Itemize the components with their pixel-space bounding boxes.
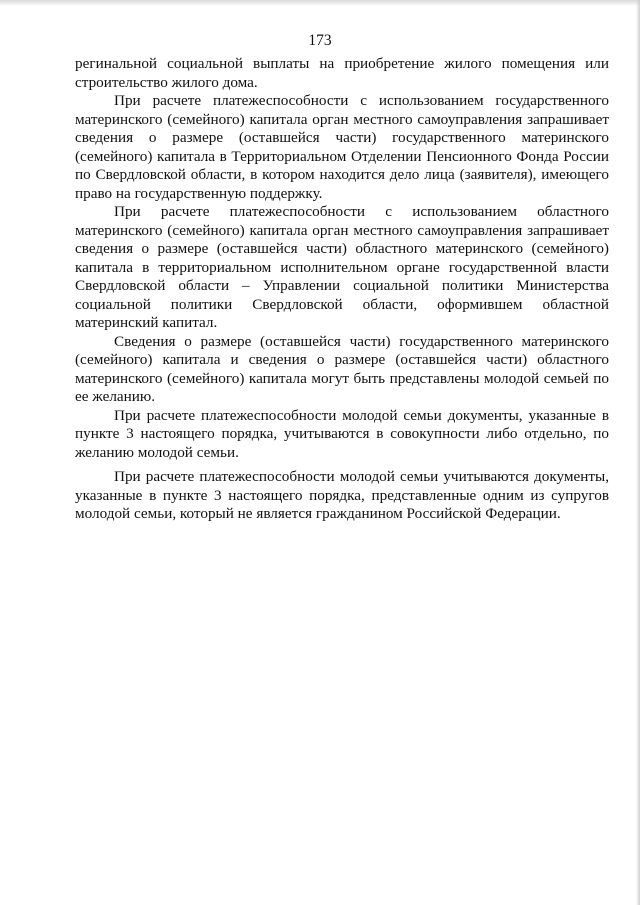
- paragraph-state-capital: При расчете платежеспособности с использованием государственного материнского (семейного) капитала орган местного самоуправления запрашивает сведения о размере (оставшейся части) государственного материнского (семейного) капитала в Территориальном Отделении Пенсионного Фонда России по Свердловской области, в котором находится дело лица (заявителя), имеющего право на государственную поддержку.: [75, 92, 609, 202]
- paragraph-capital-info: Сведения о размере (оставшейся части) государственного материнского (семейного) капитала и сведения о размере (оставшейся части) областного материнского (семейного) капитала могут быть представлены молодой семьей по ее желанию.: [75, 332, 609, 405]
- scan-right-edge: [636, 0, 640, 905]
- paragraph-foreign-spouse: При расчете платежеспособности молодой семьи учитываются документы, указанные в пункте 3 настоящего порядка, представленные одним из супругов молодой семьи, который не является гражданином Российской Федерации.: [75, 468, 609, 522]
- paragraph-continuation: регинальной социальной выплаты на приобретение жилого помещения или строительство жилого дома.: [75, 55, 609, 91]
- paragraph-documents-point-3: При расчете платежеспособности молодой семьи документы, указанные в пункте 3 настоящего порядка, учитываются в совокупности либо отдельно, по желанию молодой семьи.: [75, 406, 609, 461]
- paragraph-regional-capital: При расчете платежеспособности с использованием областного материнского (семейного) капитала орган местного самоуправления запрашивает сведения о размере (оставшейся части) областного материнского (семейного) капитала в территориальном исполнительном органе государственной власти Свердловской области – Управлении социальной политики Министерства социальной политики Свердловской области, оформившем областной материнский капитал.: [75, 203, 609, 331]
- scan-top-edge: [0, 0, 640, 6]
- document-body: [75, 55, 609, 524]
- page-number: 173: [308, 32, 332, 49]
